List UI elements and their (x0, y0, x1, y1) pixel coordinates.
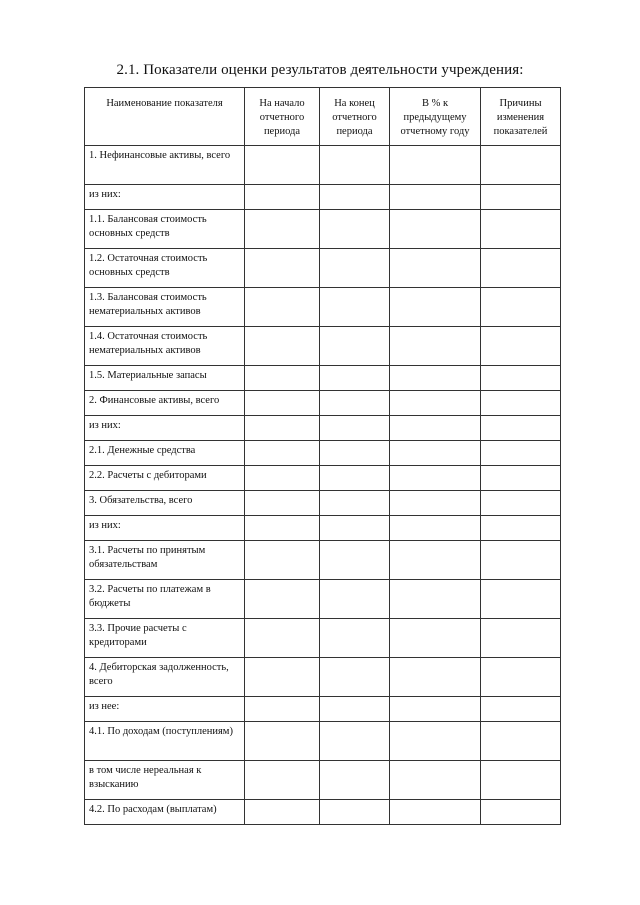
header-percent-previous-year: В % к предыдущему отчетному году (390, 88, 481, 146)
period-start-cell (245, 541, 320, 580)
period-end-cell (320, 416, 390, 441)
percent-cell (390, 658, 481, 697)
indicator-name-cell: 1. Нефинансовые активы, всего (85, 146, 245, 185)
percent-cell (390, 146, 481, 185)
period-end-cell (320, 580, 390, 619)
percent-cell (390, 441, 481, 466)
indicator-name-cell: 1.4. Остаточная стоимость нематериальных активов (85, 327, 245, 366)
indicator-name-cell: 3.3. Прочие расчеты с кредиторами (85, 619, 245, 658)
indicator-name-cell: 2. Финансовые активы, всего (85, 391, 245, 416)
reason-cell (481, 466, 561, 491)
table-row (85, 800, 561, 825)
percent-cell (390, 185, 481, 210)
header-period-end: На конец отчетного периода (320, 88, 390, 146)
indicator-name-cell: 1.1. Балансовая стоимость основных средств (85, 210, 245, 249)
period-end-cell (320, 491, 390, 516)
indicator-name-cell: из них: (85, 185, 245, 210)
reason-cell (481, 391, 561, 416)
indicator-name-cell: из них: (85, 416, 245, 441)
period-end-cell (320, 327, 390, 366)
percent-cell (390, 249, 481, 288)
percent-cell (390, 416, 481, 441)
percent-cell (390, 327, 481, 366)
table-row (85, 697, 561, 722)
period-end-cell (320, 146, 390, 185)
table-row (85, 327, 561, 366)
period-start-cell (245, 761, 320, 800)
indicator-name-cell: 4.2. По расходам (выплатам) (85, 800, 245, 825)
table-row (85, 541, 561, 580)
indicator-name-cell: 1.2. Остаточная стоимость основных средств (85, 249, 245, 288)
reason-cell (481, 327, 561, 366)
period-start-cell (245, 249, 320, 288)
reason-cell (481, 288, 561, 327)
period-start-cell (245, 658, 320, 697)
table-row (85, 761, 561, 800)
period-end-cell (320, 366, 390, 391)
table-row (85, 441, 561, 466)
header-change-reasons: Причины изменения показателей (481, 88, 561, 146)
period-end-cell (320, 541, 390, 580)
period-start-cell (245, 441, 320, 466)
table-row (85, 185, 561, 210)
period-start-cell (245, 288, 320, 327)
reason-cell (481, 146, 561, 185)
period-end-cell (320, 697, 390, 722)
reason-cell (481, 697, 561, 722)
reason-cell (481, 541, 561, 580)
period-start-cell (245, 466, 320, 491)
period-start-cell (245, 722, 320, 761)
percent-cell (390, 761, 481, 800)
period-end-cell (320, 249, 390, 288)
reason-cell (481, 416, 561, 441)
percent-cell (390, 366, 481, 391)
period-start-cell (245, 391, 320, 416)
reason-cell (481, 441, 561, 466)
period-start-cell (245, 210, 320, 249)
table-row (85, 146, 561, 185)
indicator-name-cell: 3.1. Расчеты по принятым обязательствам (85, 541, 245, 580)
period-start-cell (245, 491, 320, 516)
reason-cell (481, 249, 561, 288)
period-end-cell (320, 761, 390, 800)
reason-cell (481, 619, 561, 658)
table-row (85, 210, 561, 249)
indicators-table (84, 87, 561, 825)
indicator-name-cell: 2.1. Денежные средства (85, 441, 245, 466)
period-end-cell (320, 210, 390, 249)
period-end-cell (320, 619, 390, 658)
percent-cell (390, 466, 481, 491)
percent-cell (390, 800, 481, 825)
table-row (85, 658, 561, 697)
period-end-cell (320, 441, 390, 466)
period-end-cell (320, 466, 390, 491)
table-header-row (85, 88, 561, 146)
indicator-name-cell: 3.2. Расчеты по платежам в бюджеты (85, 580, 245, 619)
percent-cell (390, 210, 481, 249)
period-end-cell (320, 185, 390, 210)
indicator-name-cell: 1.3. Балансовая стоимость нематериальных активов (85, 288, 245, 327)
percent-cell (390, 391, 481, 416)
reason-cell (481, 800, 561, 825)
reason-cell (481, 185, 561, 210)
reason-cell (481, 580, 561, 619)
percent-cell (390, 697, 481, 722)
table-row (85, 416, 561, 441)
indicator-name-cell: в том числе нереальная к взысканию (85, 761, 245, 800)
header-indicator-name: Наименование показателя (85, 88, 245, 146)
percent-cell (390, 491, 481, 516)
reason-cell (481, 491, 561, 516)
indicator-name-cell: 4.1. По доходам (поступлениям) (85, 722, 245, 761)
period-end-cell (320, 288, 390, 327)
period-end-cell (320, 658, 390, 697)
period-start-cell (245, 146, 320, 185)
percent-cell (390, 619, 481, 658)
table-row (85, 722, 561, 761)
reason-cell (481, 761, 561, 800)
period-start-cell (245, 516, 320, 541)
table-row (85, 580, 561, 619)
reason-cell (481, 366, 561, 391)
table-row (85, 391, 561, 416)
indicator-name-cell: из нее: (85, 697, 245, 722)
table-row (85, 619, 561, 658)
period-start-cell (245, 185, 320, 210)
percent-cell (390, 722, 481, 761)
indicator-name-cell: 4. Дебиторская задолженность, всего (85, 658, 245, 697)
period-start-cell (245, 416, 320, 441)
period-start-cell (245, 800, 320, 825)
table-row (85, 491, 561, 516)
indicator-name-cell: 3. Обязательства, всего (85, 491, 245, 516)
reason-cell (481, 210, 561, 249)
table-row (85, 466, 561, 491)
table-row (85, 366, 561, 391)
indicator-name-cell: из них: (85, 516, 245, 541)
period-end-cell (320, 722, 390, 761)
percent-cell (390, 580, 481, 619)
percent-cell (390, 541, 481, 580)
indicator-name-cell: 2.2. Расчеты с дебиторами (85, 466, 245, 491)
period-end-cell (320, 391, 390, 416)
table-row (85, 516, 561, 541)
reason-cell (481, 658, 561, 697)
percent-cell (390, 288, 481, 327)
period-end-cell (320, 800, 390, 825)
page-title: 2.1. Показатели оценки результатов деятельности учреждения: (116, 62, 524, 78)
reason-cell (481, 722, 561, 761)
period-start-cell (245, 697, 320, 722)
header-period-start: На начало отчетного периода (245, 88, 320, 146)
table-row (85, 249, 561, 288)
period-start-cell (245, 366, 320, 391)
table-row (85, 288, 561, 327)
period-start-cell (245, 327, 320, 366)
period-start-cell (245, 619, 320, 658)
percent-cell (390, 516, 481, 541)
reason-cell (481, 516, 561, 541)
indicator-name-cell: 1.5. Материальные запасы (85, 366, 245, 391)
period-end-cell (320, 516, 390, 541)
period-start-cell (245, 580, 320, 619)
